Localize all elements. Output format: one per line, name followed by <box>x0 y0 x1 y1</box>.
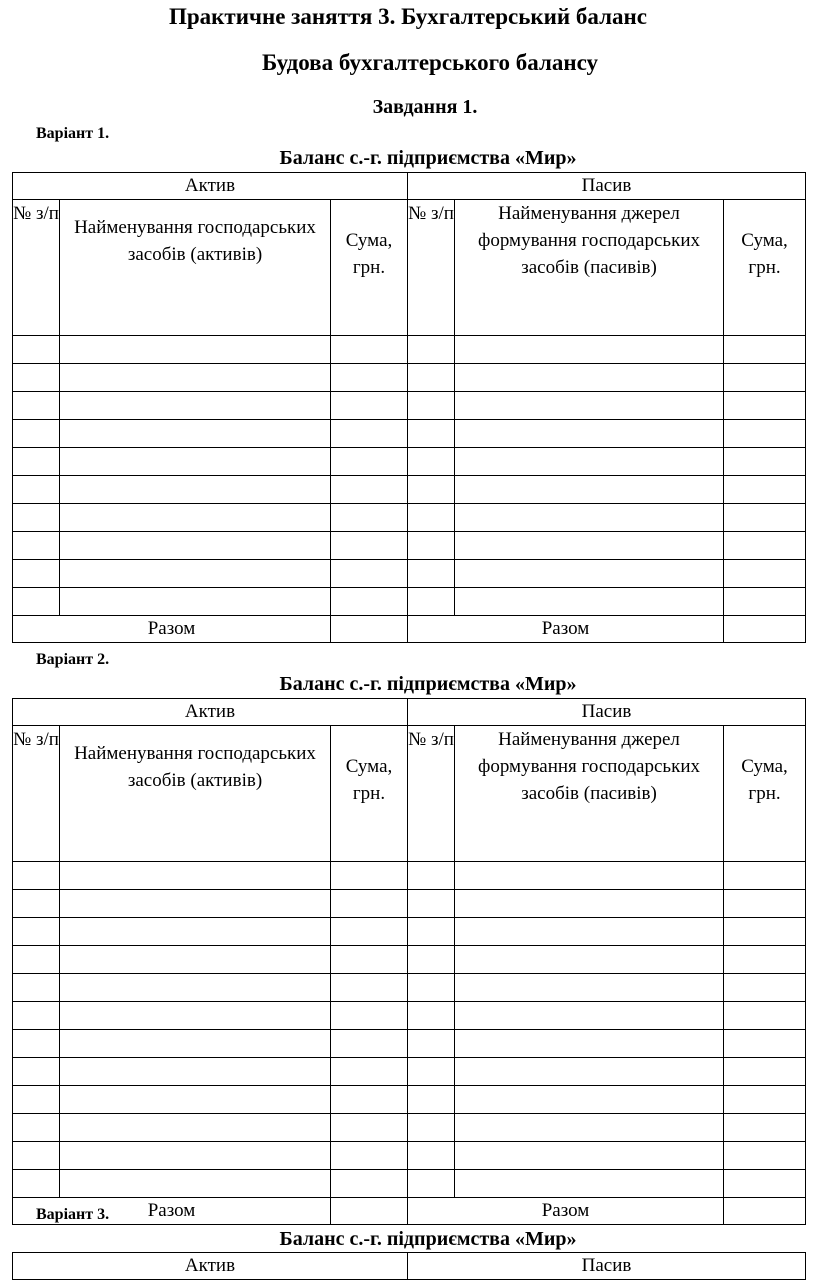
empty-cell <box>13 420 60 448</box>
empty-cell <box>408 1086 455 1114</box>
empty-cell <box>60 946 331 974</box>
pasyv-name-header: Найменування джерел формування господарських засобів (пасивів) <box>455 726 724 862</box>
empty-cell <box>13 1030 60 1058</box>
empty-cell <box>455 1058 724 1086</box>
empty-cell <box>724 588 806 616</box>
aktiv-sum-header: Сума, грн. <box>331 200 408 336</box>
variant-2-caption: Баланс с.-г. підприємства «Мир» <box>279 673 577 695</box>
empty-cell <box>331 974 408 1002</box>
pasyv-section-header: Пасив <box>408 699 806 726</box>
empty-cell <box>13 504 60 532</box>
empty-cell <box>455 476 724 504</box>
table-row <box>13 890 806 918</box>
empty-cell <box>408 420 455 448</box>
variant-1-caption: Баланс с.-г. підприємства «Мир» <box>279 147 577 169</box>
empty-cell <box>60 504 331 532</box>
empty-cell <box>13 1086 60 1114</box>
empty-cell <box>331 890 408 918</box>
empty-cell <box>13 1114 60 1142</box>
empty-cell <box>13 918 60 946</box>
empty-cell <box>724 560 806 588</box>
aktiv-name-header: Найменування господарських засобів (активів) <box>60 200 331 336</box>
aktiv-total-value <box>331 1198 408 1225</box>
empty-cell <box>60 336 331 364</box>
pasyv-total-label: Разом <box>408 1198 724 1225</box>
empty-cell <box>331 1114 408 1142</box>
empty-cell <box>13 1170 60 1198</box>
table-row <box>13 1058 806 1086</box>
empty-cell <box>60 1086 331 1114</box>
aktiv-total-value <box>331 616 408 643</box>
empty-cell <box>724 532 806 560</box>
table-row <box>13 588 806 616</box>
empty-cell <box>724 420 806 448</box>
empty-cell <box>455 504 724 532</box>
empty-cell <box>408 336 455 364</box>
empty-cell <box>331 918 408 946</box>
empty-cell <box>408 1114 455 1142</box>
empty-cell <box>60 420 331 448</box>
empty-cell <box>408 1170 455 1198</box>
empty-cell <box>408 890 455 918</box>
empty-cell <box>13 336 60 364</box>
empty-cell <box>331 1170 408 1198</box>
empty-cell <box>408 364 455 392</box>
empty-cell <box>13 476 60 504</box>
empty-cell <box>60 974 331 1002</box>
empty-cell <box>724 392 806 420</box>
variant-3-label: Варіант 3. <box>36 1206 110 1223</box>
empty-cell <box>13 588 60 616</box>
pasyv-total-value <box>724 1198 806 1225</box>
empty-cell <box>455 1086 724 1114</box>
table-row <box>13 420 806 448</box>
aktiv-total-label: Разом <box>13 616 331 643</box>
table-row <box>13 974 806 1002</box>
table-row <box>13 1170 806 1198</box>
table-row <box>13 1002 806 1030</box>
empty-cell <box>724 918 806 946</box>
table-row <box>13 448 806 476</box>
empty-cell <box>724 336 806 364</box>
aktiv-sum-header: Сума, грн. <box>331 726 408 862</box>
empty-cell <box>455 448 724 476</box>
empty-cell <box>408 974 455 1002</box>
empty-cell <box>455 862 724 890</box>
aktiv-name-header: Найменування господарських засобів (активів) <box>60 726 331 862</box>
empty-cell <box>13 1058 60 1086</box>
empty-cell <box>724 1002 806 1030</box>
empty-cell <box>455 336 724 364</box>
variant-2-label: Варіант 2. <box>36 651 110 668</box>
empty-cell <box>331 504 408 532</box>
empty-cell <box>408 560 455 588</box>
empty-cell <box>408 946 455 974</box>
balance-table-variant-2 <box>12 698 806 1225</box>
pasyv-number-header: № з/п <box>408 726 455 862</box>
empty-cell <box>331 392 408 420</box>
empty-cell <box>408 392 455 420</box>
table-row <box>13 1086 806 1114</box>
empty-cell <box>331 1030 408 1058</box>
empty-cell <box>724 448 806 476</box>
empty-cell <box>408 476 455 504</box>
table-row <box>13 336 806 364</box>
empty-cell <box>408 1058 455 1086</box>
table-row <box>13 862 806 890</box>
empty-cell <box>60 588 331 616</box>
empty-cell <box>408 1002 455 1030</box>
table-row <box>13 946 806 974</box>
table-row <box>13 476 806 504</box>
empty-cell <box>408 862 455 890</box>
empty-cell <box>331 1058 408 1086</box>
empty-cell <box>331 862 408 890</box>
empty-cell <box>724 1030 806 1058</box>
empty-cell <box>408 918 455 946</box>
task-heading: Завдання 1. <box>372 96 478 118</box>
empty-cell <box>60 532 331 560</box>
table-row <box>13 560 806 588</box>
empty-cell <box>724 476 806 504</box>
empty-cell <box>60 1002 331 1030</box>
empty-cell <box>13 532 60 560</box>
empty-cell <box>13 946 60 974</box>
empty-cell <box>724 1170 806 1198</box>
empty-cell <box>724 1058 806 1086</box>
empty-cell <box>724 946 806 974</box>
empty-cell <box>455 1142 724 1170</box>
empty-cell <box>455 946 724 974</box>
balance-table-variant-1 <box>12 172 806 643</box>
page-subtitle: Будова бухгалтерського балансу <box>261 50 599 75</box>
empty-cell <box>13 448 60 476</box>
empty-cell <box>13 974 60 1002</box>
empty-cell <box>455 974 724 1002</box>
empty-cell <box>724 1142 806 1170</box>
aktiv-number-header: № з/п <box>13 726 60 862</box>
pasyv-section-header: Пасив <box>408 173 806 200</box>
empty-cell <box>408 588 455 616</box>
empty-cell <box>455 532 724 560</box>
empty-cell <box>724 1086 806 1114</box>
aktiv-section-header: Актив <box>13 1253 408 1280</box>
pasyv-total-label: Разом <box>408 616 724 643</box>
empty-cell <box>455 588 724 616</box>
empty-cell <box>724 364 806 392</box>
empty-cell <box>60 918 331 946</box>
empty-cell <box>60 1030 331 1058</box>
pasyv-sum-header: Сума, грн. <box>724 726 806 862</box>
table-row <box>13 532 806 560</box>
empty-cell <box>455 560 724 588</box>
empty-cell <box>13 890 60 918</box>
empty-cell <box>408 1030 455 1058</box>
empty-cell <box>60 1114 331 1142</box>
empty-cell <box>13 364 60 392</box>
empty-cell <box>331 336 408 364</box>
table-row <box>13 364 806 392</box>
empty-cell <box>331 1002 408 1030</box>
empty-cell <box>60 862 331 890</box>
empty-cell <box>60 1170 331 1198</box>
empty-cell <box>724 890 806 918</box>
pasyv-name-header: Найменування джерел формування господарських засобів (пасивів) <box>455 200 724 336</box>
variant-1-label: Варіант 1. <box>36 125 110 142</box>
table-row <box>13 504 806 532</box>
empty-cell <box>60 392 331 420</box>
empty-cell <box>455 1002 724 1030</box>
empty-cell <box>331 532 408 560</box>
balance-table-variant-3 <box>12 1252 806 1280</box>
empty-cell <box>13 392 60 420</box>
empty-cell <box>455 392 724 420</box>
aktiv-section-header: Актив <box>13 699 408 726</box>
table-row <box>13 1142 806 1170</box>
empty-cell <box>331 946 408 974</box>
empty-cell <box>408 448 455 476</box>
aktiv-section-header: Актив <box>13 173 408 200</box>
table-row <box>13 392 806 420</box>
empty-cell <box>60 476 331 504</box>
aktiv-total-label: Разом <box>13 1198 331 1225</box>
empty-cell <box>331 1142 408 1170</box>
empty-cell <box>724 974 806 1002</box>
empty-cell <box>331 1086 408 1114</box>
empty-cell <box>60 1142 331 1170</box>
pasyv-total-value <box>724 616 806 643</box>
table-row <box>13 1030 806 1058</box>
empty-cell <box>455 364 724 392</box>
empty-cell <box>724 1114 806 1142</box>
pasyv-section-header: Пасив <box>408 1253 806 1280</box>
empty-cell <box>724 504 806 532</box>
pasyv-number-header: № з/п <box>408 200 455 336</box>
empty-cell <box>60 560 331 588</box>
empty-cell <box>408 504 455 532</box>
page-title: Практичне заняття 3. Бухгалтерський баланс <box>168 4 647 29</box>
empty-cell <box>13 862 60 890</box>
empty-cell <box>331 560 408 588</box>
empty-cell <box>455 918 724 946</box>
empty-cell <box>455 1170 724 1198</box>
empty-cell <box>60 1058 331 1086</box>
empty-cell <box>724 862 806 890</box>
empty-cell <box>455 420 724 448</box>
empty-cell <box>408 532 455 560</box>
empty-cell <box>60 364 331 392</box>
empty-cell <box>331 588 408 616</box>
empty-cell <box>13 1142 60 1170</box>
empty-cell <box>331 420 408 448</box>
empty-cell <box>455 1114 724 1142</box>
empty-cell <box>408 1142 455 1170</box>
empty-cell <box>455 890 724 918</box>
empty-cell <box>331 364 408 392</box>
empty-cell <box>331 476 408 504</box>
table-row <box>13 918 806 946</box>
empty-cell <box>13 560 60 588</box>
table-row <box>13 1114 806 1142</box>
empty-cell <box>13 1002 60 1030</box>
pasyv-sum-header: Сума, грн. <box>724 200 806 336</box>
empty-cell <box>60 448 331 476</box>
empty-cell <box>331 448 408 476</box>
empty-cell <box>60 890 331 918</box>
empty-cell <box>455 1030 724 1058</box>
aktiv-number-header: № з/п <box>13 200 60 336</box>
variant-3-caption: Баланс с.-г. підприємства «Мир» <box>279 1228 577 1250</box>
